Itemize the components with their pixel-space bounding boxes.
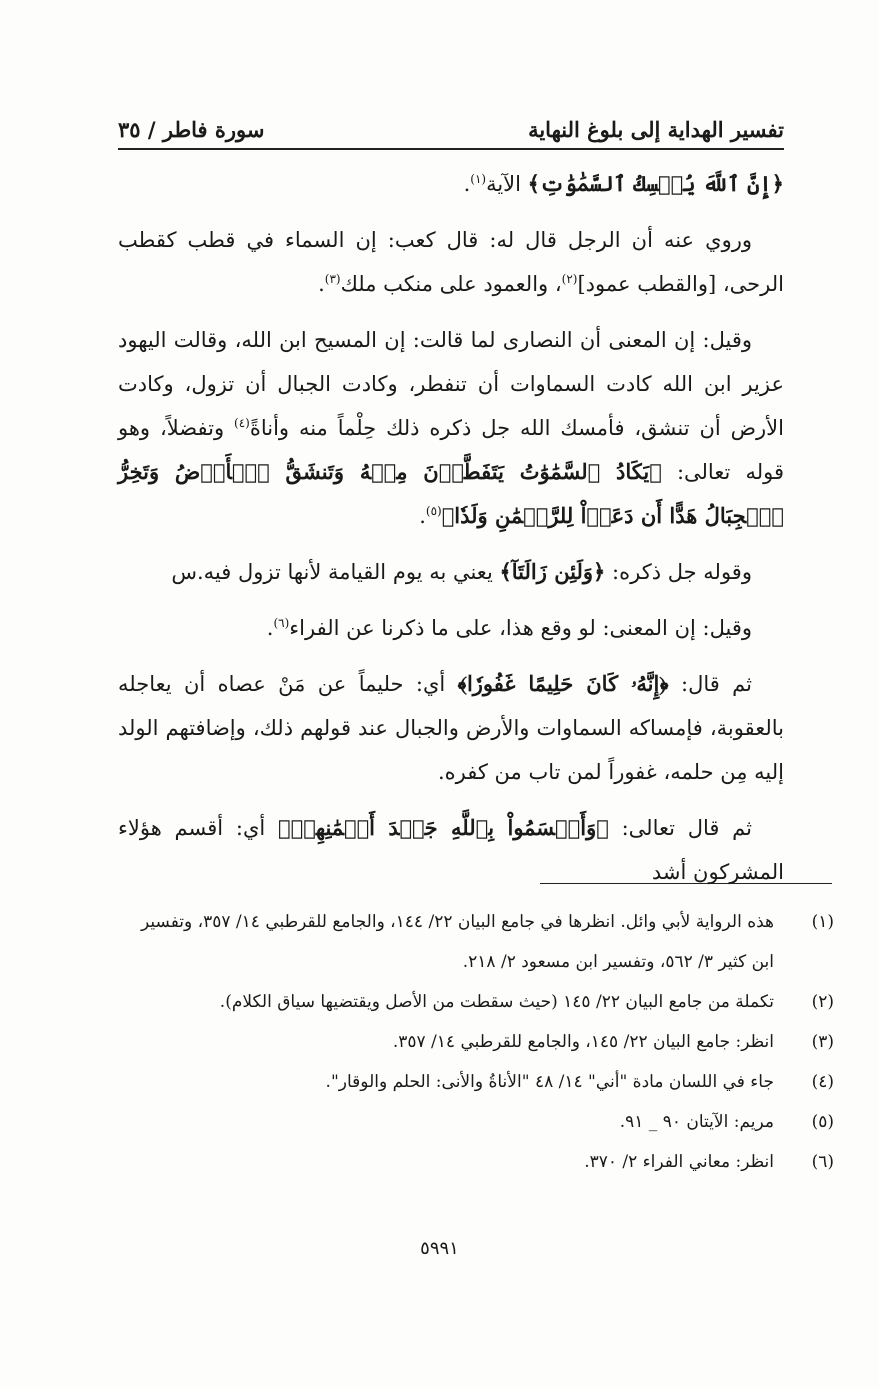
- book-title: تفسير الهداية إلى بلوغ النهاية: [528, 117, 784, 142]
- paragraph-text: ثم قال:: [668, 672, 752, 696]
- page-number: ٥٩٩١: [420, 1238, 459, 1259]
- paragraph: [118, 550, 784, 594]
- quran-verse: ﴿وَلَئِن زَالَتَآ﴾: [499, 559, 606, 584]
- footnote-text: انظر: معاني الفراء ٢/ ٣٧٠.: [584, 1152, 774, 1172]
- paragraph-text: .: [266, 616, 274, 640]
- paragraph-text: الآية: [486, 172, 528, 196]
- quran-verse: ﴿إِنَّهُۥ كَانَ حَلِيمًا غَفُورٗا﴾: [457, 671, 669, 696]
- paragraph-text: وقوله جل ذكره:: [605, 560, 752, 584]
- paragraph-text: وقيل: إن المعنى أن النصارى لما قالت: إن المسيح ابن الله، وقالت اليهود عزير ابن الله كادت السماوات أن تنفطر، وكادت الجبال أن تزول، وكادت الأرض أن تنشق، فأمسك الله جل ذكره ذلك حِلْماً منه وأناةً: [118, 328, 784, 440]
- paragraph-text: يعني به يوم القيامة لأنها تزول فيه.س: [171, 560, 500, 584]
- footnote-separator: [540, 883, 832, 884]
- footnote-ref: (٢): [561, 272, 578, 286]
- quran-verse: ﴿يَكَادُ ٱلسَّمَٰوَٰتُ يَتَفَطَّرۡنَ مِنۡهُ وَتَنشَقُّ ٱلۡأَرۡضُ وَتَخِرُّ ٱلۡجِبَالُ هَدًّا أَن دَعَوۡاْ لِلرَّحۡمَٰنِ وَلَدٗا﴾: [118, 459, 784, 528]
- paragraph-text: ثم قال تعالى:: [608, 816, 752, 840]
- footnote-ref: (٥): [425, 504, 442, 518]
- footnote-ref: (٣): [324, 272, 341, 286]
- footnote: [118, 1022, 834, 1062]
- paragraph-text: وروي عنه أن الرجل قال له: قال كعب: إن السماء في قطب كقطب الرحى، [والقطب عمود]: [118, 228, 784, 296]
- paragraph: [118, 218, 784, 306]
- paragraph: [118, 662, 784, 794]
- footnote: [118, 1102, 834, 1142]
- footnote-text: هذه الرواية لأبي وائل. انظرها في جامع البيان ٢٢/ ١٤٤، والجامع للقرطبي ١٤/ ٣٥٧، وتفسير ابن كثير ٣/ ٥٦٢، وتفسير ابن مسعود ٢/ ٢١٨.: [141, 912, 774, 972]
- paragraph-text: ، والعمود على منكب ملك: [340, 272, 562, 296]
- footnote-ref: (٤): [234, 416, 250, 430]
- footnote: [118, 902, 834, 982]
- footnote-number: (٢): [811, 992, 834, 1012]
- paragraph-text: وقيل: إن المعنى: لو وقع هذا، على ما ذكرنا عن الفراء: [289, 616, 752, 640]
- paragraph: [118, 318, 784, 538]
- quran-verse: ﴿وَأَقۡسَمُواْ بِٱللَّهِ جَهۡدَ أَيۡمَٰنِهِمۡ﴾: [278, 815, 609, 840]
- footnotes: [118, 902, 834, 1182]
- footnote-number: (٥): [811, 1112, 834, 1132]
- paragraph: [118, 162, 784, 206]
- paragraph-text: أي: أقسم هؤلاء المشركون أشد: [118, 816, 784, 884]
- paragraph-text: .: [463, 172, 471, 196]
- footnote-ref: (١): [470, 172, 487, 186]
- quran-verse: ﴿إِنَّ ٱللَّهَ يُمۡسِكُ ٱلسَّمَٰوَٰتِ﴾: [527, 171, 784, 196]
- footnote-text: جاء في اللسان مادة "أني" ١٤/ ٤٨ "الأناةُ والأنى: الحلم والوقار".: [325, 1072, 774, 1092]
- paragraph: [118, 806, 784, 894]
- footnote-text: تكملة من جامع البيان ٢٢/ ١٤٥ (حيث سقطت من الأصل ويقتضيها سياق الكلام).: [219, 992, 774, 1012]
- paragraph-text: .: [318, 272, 325, 296]
- paragraph-text: .: [419, 504, 426, 528]
- main-text: [118, 162, 784, 906]
- footnote-number: (٤): [811, 1072, 834, 1092]
- footnote-ref: (٦): [273, 616, 290, 630]
- footnote-number: (٦): [811, 1152, 834, 1172]
- footnote: [118, 1142, 834, 1182]
- footnote-text: مريم: الآيتان ٩٠ _ ٩١.: [619, 1112, 774, 1132]
- surah-label: سورة فاطر / ٣٥: [118, 117, 265, 142]
- footnote: [118, 982, 834, 1022]
- footnote-number: (١): [811, 912, 834, 932]
- running-header: [118, 110, 784, 150]
- footnote-text: انظر: جامع البيان ٢٢/ ١٤٥، والجامع للقرطبي ١٤/ ٣٥٧.: [392, 1032, 774, 1052]
- footnote-number: (٣): [811, 1032, 834, 1052]
- paragraph-text: أي: حليماً عن مَنْ عصاه أن يعاجله بالعقوبة، فإمساكه السماوات والأرض والجبال عند قولهم ذلك، وإضافتهم الولد إليه مِن حلمه، غفوراً لمن تاب من كفره.: [118, 672, 784, 784]
- footnote: [118, 1062, 834, 1102]
- paragraph-text: وتفضلاً، وهو قوله تعالى:: [118, 416, 784, 484]
- paragraph: [118, 606, 784, 650]
